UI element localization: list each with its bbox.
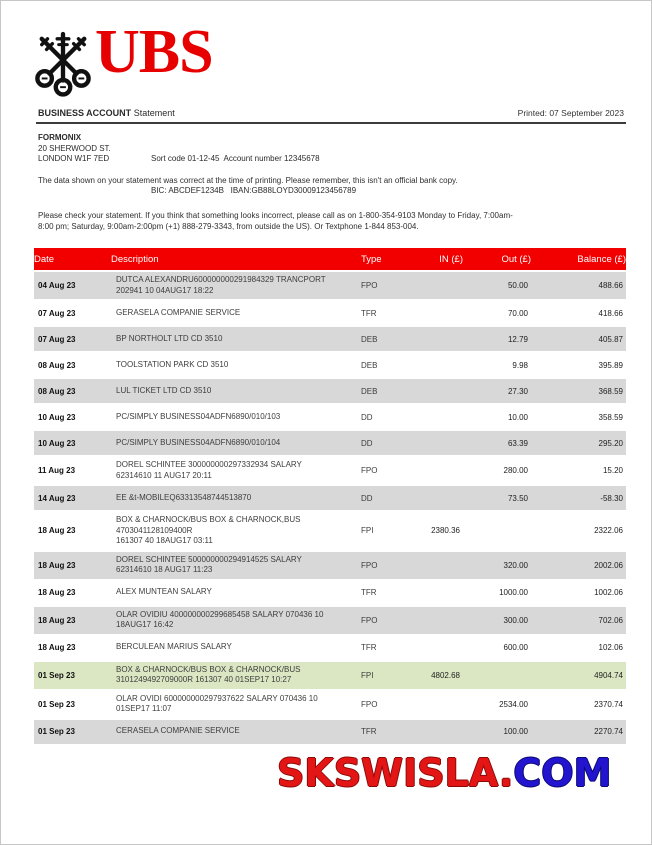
cell-description: BP NORTHOLT LTD CD 3510 — [116, 333, 223, 343]
check-statement-line1: Please check your statement. If you think that something looks incorrect, please call as on 1-800-354-9103 Monday to Friday, 7:00am- — [38, 211, 513, 220]
table-row — [34, 691, 626, 718]
cell-type: TFR — [361, 643, 377, 652]
check-statement-note — [38, 210, 618, 232]
statement-table-body — [34, 272, 626, 744]
cell-balance: 405.87 — [598, 334, 623, 344]
statement-title — [38, 108, 175, 118]
cell-description: OLAR OVIDIU 400000000299685458 SALARY 070436 10 18AUG17 16:42 — [116, 609, 324, 629]
table-row — [34, 431, 626, 455]
cell-out: 1000.00 — [499, 588, 528, 597]
cell-description: OLAR OVIDI 600000000297937622 SALARY 070436 10 01SEP17 11:07 — [116, 693, 318, 713]
cell-out: 280.00 — [503, 466, 528, 475]
account-details — [151, 133, 356, 217]
cell-out: 70.00 — [507, 308, 528, 318]
cell-description: BERCULEAN MARIUS SALARY — [116, 642, 232, 652]
cell-description: GERASELA COMPANIE SERVICE — [116, 307, 241, 317]
cell-type: DD — [361, 438, 373, 448]
cell-balance: 2322.06 — [594, 526, 623, 536]
statement-title-row — [38, 108, 624, 118]
cell-date: 18 Aug 23 — [38, 560, 76, 570]
cell-out: 320.00 — [503, 560, 528, 570]
cell-balance: 358.59 — [598, 412, 623, 422]
cell-date: 01 Sep 23 — [38, 699, 75, 709]
transactions-table — [34, 248, 626, 744]
table-row — [34, 486, 626, 510]
cell-type: DD — [361, 412, 373, 422]
cell-balance: 418.66 — [598, 308, 623, 318]
cell-out: 27.30 — [507, 386, 528, 396]
table-row — [34, 379, 626, 403]
cell-out: 73.50 — [507, 493, 528, 503]
table-row — [34, 353, 626, 377]
cell-date: 18 Aug 23 — [38, 643, 76, 652]
cell-date: 08 Aug 23 — [38, 386, 76, 396]
table-row — [34, 272, 626, 299]
cell-date: 01 Sep 23 — [38, 670, 75, 680]
check-statement-line2: 8:00 pm; Saturday, 9:00am-2:00pm (+1) 888-279-3343, from outside the US). Or Textphone 1-844 853-004. — [38, 222, 419, 231]
table-row — [34, 636, 626, 660]
cell-out: 600.00 — [503, 643, 528, 652]
table-row — [34, 327, 626, 351]
column-header-description: Description — [111, 253, 159, 265]
cell-type: DEB — [361, 334, 378, 344]
cell-description: PC/SIMPLY BUSINESS04ADFN6890/010/104 — [116, 437, 281, 447]
cell-type: TFR — [361, 308, 377, 318]
table-row — [34, 720, 626, 744]
customer-address — [38, 133, 111, 165]
statement-title-normal: Statement — [133, 108, 175, 118]
cell-type: FPO — [361, 615, 378, 625]
cell-description: DUTCA ALEXANDRU600000000291984329 TRANCPORT 202941 10 04AUG17 18:22 — [116, 275, 326, 295]
cell-type: FPO — [361, 281, 378, 290]
cell-balance: 4904.74 — [594, 670, 623, 680]
cell-type: DEB — [361, 386, 378, 396]
cell-date: 10 Aug 23 — [38, 412, 76, 422]
cell-date: 14 Aug 23 — [38, 493, 76, 503]
cell-type: FPO — [361, 560, 378, 570]
data-correct-note: The data shown on your statement was correct at the time of printing. Please remember, this isn't an official bank copy. — [38, 176, 458, 185]
cell-balance: 2002.06 — [594, 560, 623, 570]
cell-date: 10 Aug 23 — [38, 438, 76, 448]
table-row — [34, 512, 626, 550]
table-row — [34, 581, 626, 605]
cell-in: 4802.68 — [431, 670, 460, 680]
cell-balance: 395.89 — [598, 360, 623, 370]
ubs-keys-logo-icon — [34, 29, 92, 97]
bic-iban: BIC: ABCDEF1234B IBAN:GB88LOYD30009123456789 — [151, 185, 357, 195]
cell-type: TFR — [361, 588, 377, 597]
sort-code-account-number: Sort code 01-12-45 Account number 12345678 — [151, 154, 320, 163]
cell-date: 01 Sep 23 — [38, 727, 75, 736]
cell-date: 08 Aug 23 — [38, 360, 76, 370]
cell-description: BOX & CHARNOCK/BUS BOX & CHARNOCK,BUS 4703041128109400R 161307 40 18AUG17 03:11 — [116, 515, 301, 545]
column-header-in: IN (£) — [439, 253, 463, 265]
cell-out: 10.00 — [507, 412, 528, 422]
cell-description: TOOLSTATION PARK CD 3510 — [116, 359, 229, 369]
cell-date: 18 Aug 23 — [38, 526, 76, 536]
cell-date: 04 Aug 23 — [38, 281, 76, 290]
table-row — [34, 405, 626, 429]
cell-description: CERASELA COMPANIE SERVICE — [116, 726, 240, 736]
cell-out: 12.79 — [507, 334, 528, 344]
cell-description: PC/SIMPLY BUSINESS04ADFN6890/010/103 — [116, 411, 281, 421]
cell-description: DOREL SCHINTEE 300000000297332934 SALARY 62314610 11 AUG17 20:11 — [116, 460, 302, 480]
table-row — [34, 457, 626, 484]
cell-date: 18 Aug 23 — [38, 588, 76, 597]
table-header-row — [34, 248, 626, 270]
column-header-balance: Balance (£) — [577, 253, 626, 265]
cell-balance: 702.06 — [598, 615, 623, 625]
cell-type: FPI — [361, 670, 374, 680]
cell-balance: 102.06 — [598, 643, 623, 652]
cell-type: DD — [361, 493, 373, 503]
cell-balance: 295.20 — [598, 438, 623, 448]
cell-description: ALEX MUNTEAN SALARY — [116, 587, 212, 597]
table-row — [34, 662, 626, 689]
cell-out: 50.00 — [507, 281, 528, 290]
cell-date: 11 Aug 23 — [38, 466, 76, 475]
customer-address-line2: LONDON W1F 7ED — [38, 154, 110, 163]
statement-title-bold: BUSINESS ACCOUNT — [38, 108, 132, 118]
customer-address-line1: 20 SHERWOOD ST. — [38, 143, 111, 153]
cell-out: 100.00 — [503, 727, 528, 736]
cell-balance: 2370.74 — [594, 699, 623, 709]
column-header-date: Date — [34, 253, 55, 265]
printed-date: Printed: 07 September 2023 — [517, 108, 624, 118]
cell-type: DEB — [361, 360, 378, 370]
cell-type: FPO — [361, 466, 378, 475]
table-row — [34, 607, 626, 634]
cell-description: LUL TICKET LTD CD 3510 — [116, 385, 212, 395]
cell-date: 07 Aug 23 — [38, 308, 76, 318]
ubs-logo-text: UBS — [95, 18, 213, 86]
cell-type: TFR — [361, 727, 377, 736]
table-row — [34, 552, 626, 579]
column-header-type: Type — [361, 253, 382, 265]
cell-out: 2534.00 — [499, 699, 528, 709]
cell-balance: 488.66 — [598, 281, 623, 290]
cell-date: 07 Aug 23 — [38, 334, 76, 344]
customer-name: FORMONIX — [38, 133, 82, 142]
watermark-primary: SKSWISLA. — [277, 751, 514, 795]
cell-balance: 15.20 — [602, 466, 623, 475]
cell-balance: -58.30 — [600, 493, 623, 503]
column-header-out: Out (£) — [501, 253, 531, 265]
cell-date: 18 Aug 23 — [38, 615, 76, 625]
cell-in: 2380.36 — [431, 526, 460, 536]
watermark-secondary: COM — [513, 751, 612, 795]
cell-out: 300.00 — [503, 615, 528, 625]
cell-out: 63.39 — [507, 438, 528, 448]
cell-balance: 368.59 — [598, 386, 623, 396]
site-watermark — [277, 751, 611, 795]
cell-description: DOREL SCHINTEE 500000000294914525 SALARY 62314610 18 AUG17 11:23 — [116, 554, 302, 574]
cell-description: EE &t-MOBILEQ63313548744513870 — [116, 492, 252, 502]
cell-balance: 1002.06 — [594, 588, 623, 597]
table-row — [34, 301, 626, 325]
header-divider — [36, 122, 626, 124]
cell-type: FPO — [361, 699, 378, 709]
cell-balance: 2270.74 — [594, 727, 623, 736]
cell-out: 9.98 — [512, 360, 528, 370]
cell-description: BOX & CHARNOCK/BUS BOX & CHARNOCK/BUS 3101249492709000R 161307 40 01SEP17 10:27 — [116, 664, 301, 684]
cell-type: FPI — [361, 526, 374, 536]
